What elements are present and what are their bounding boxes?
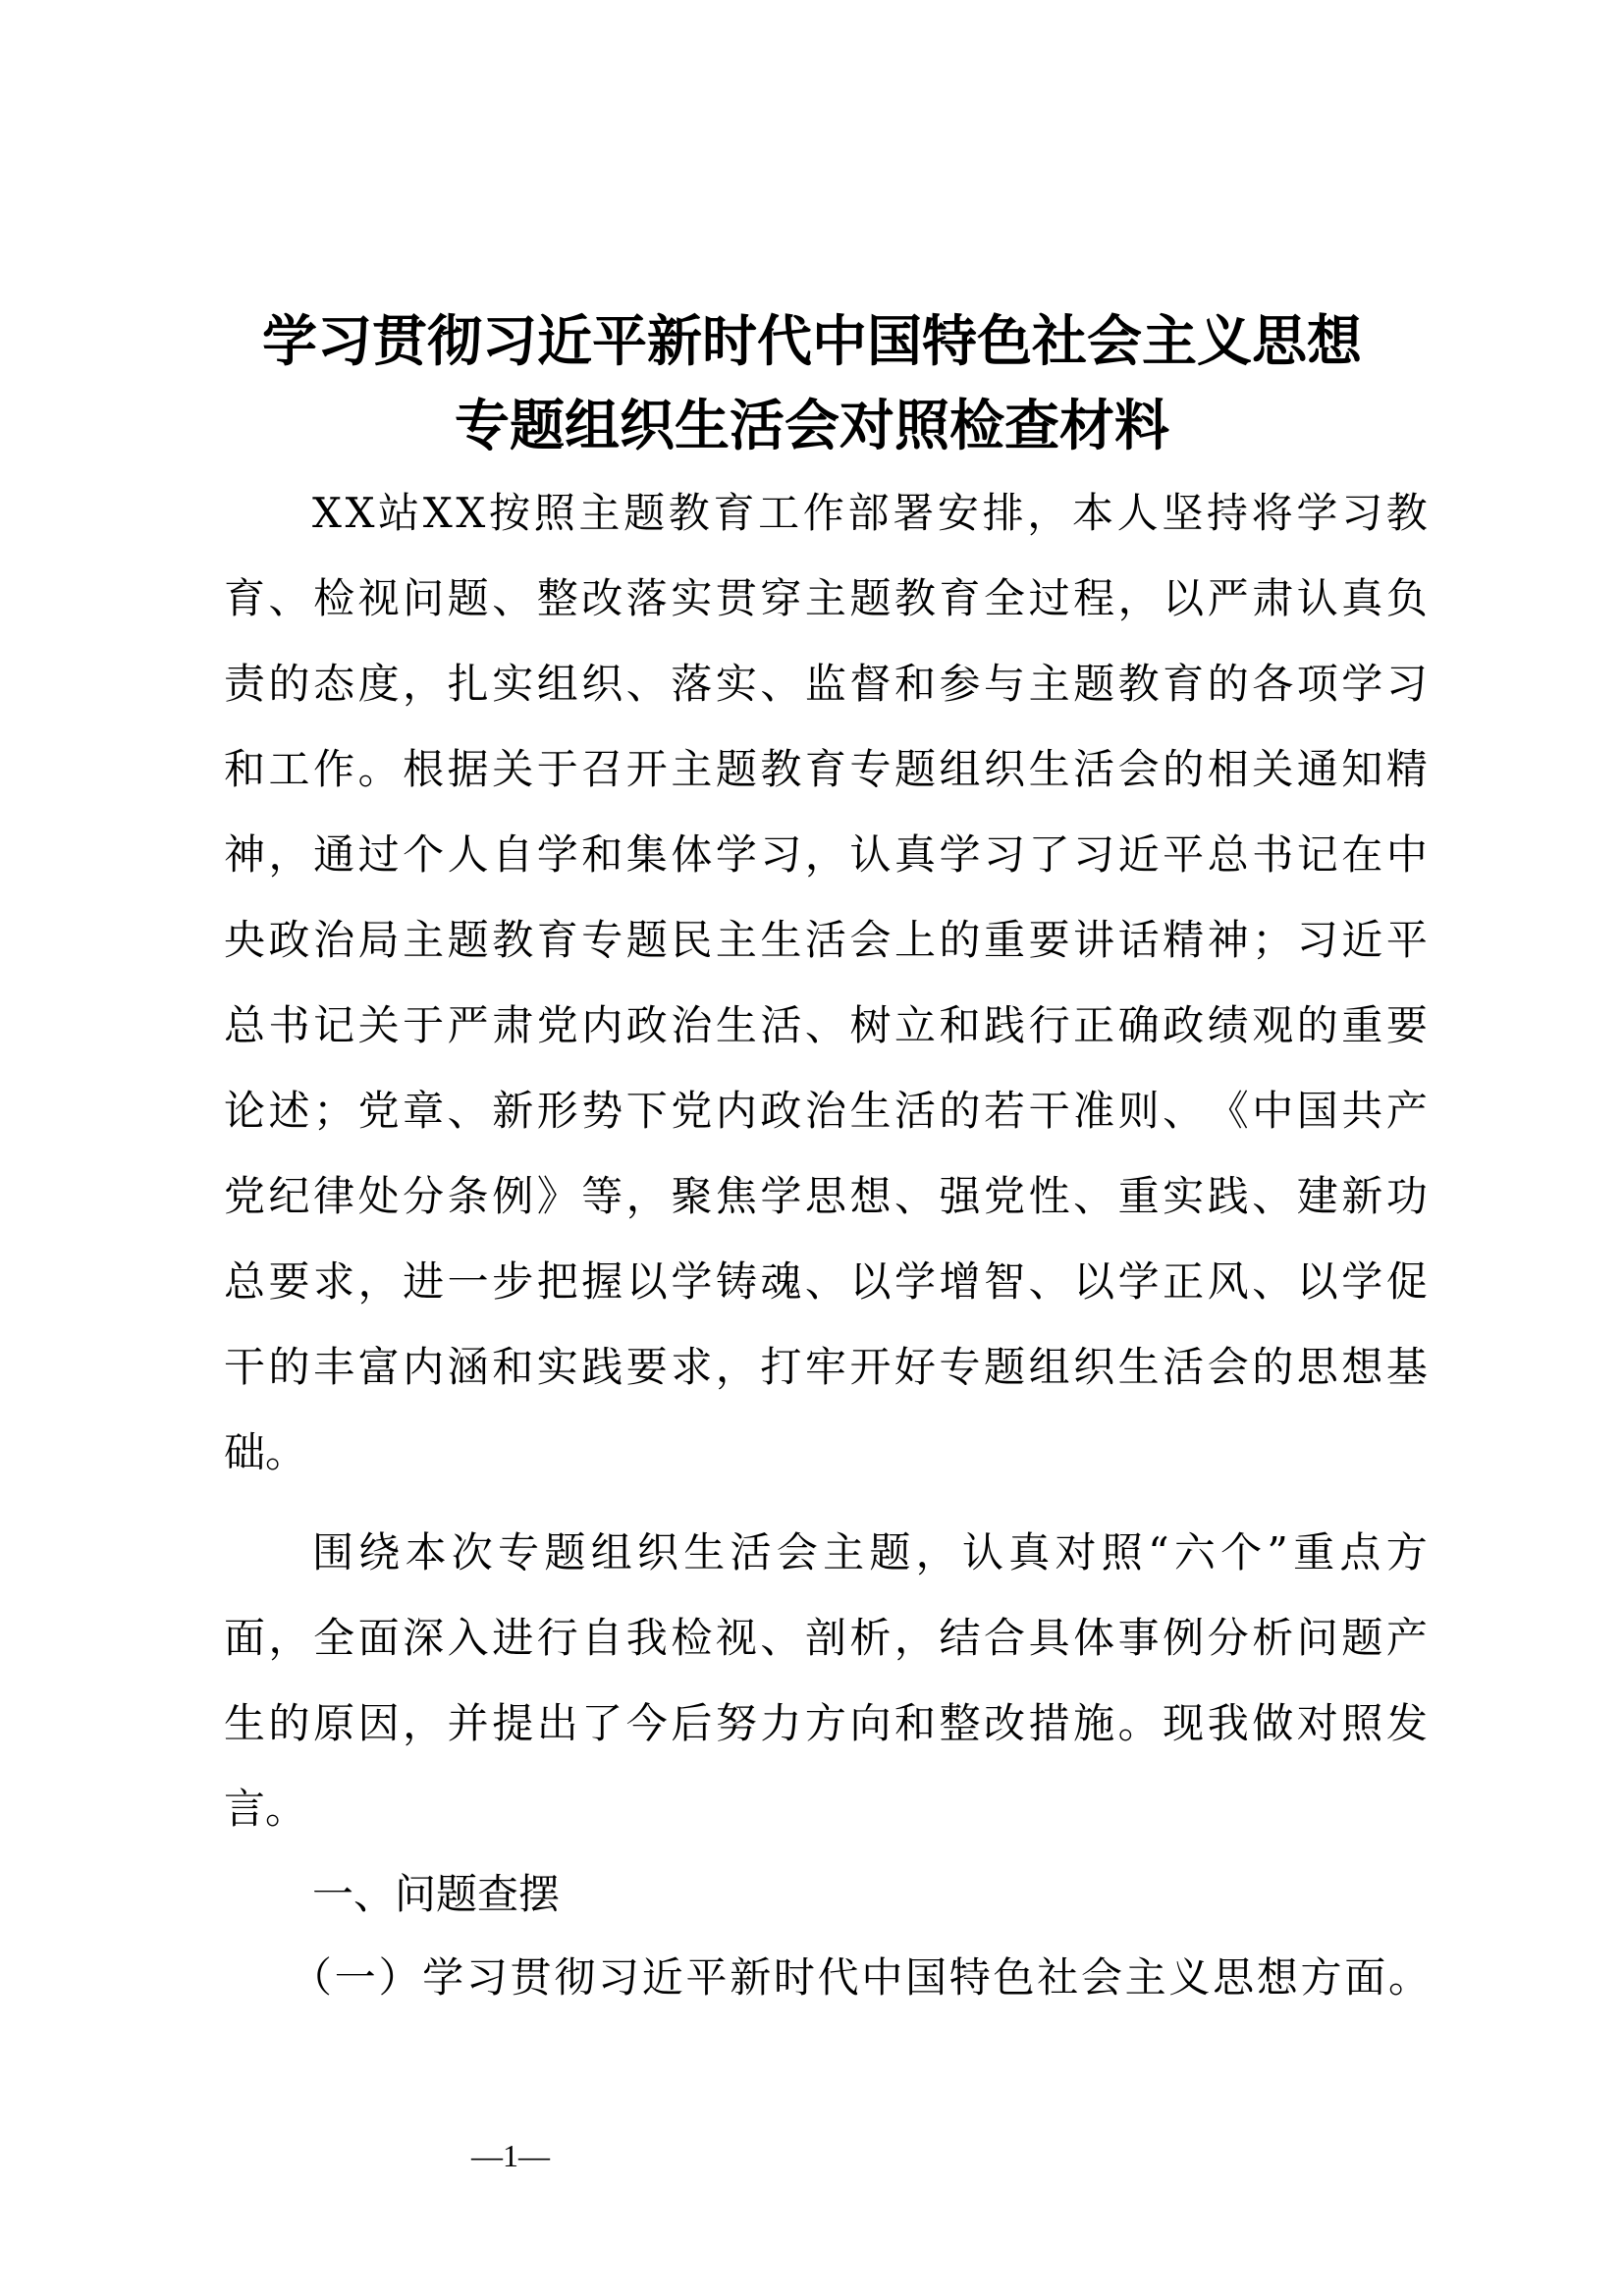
paragraph-line: 神 ， 通 过 个 人 自 学 和 集 体 学 习 ， 认 真 学 习 了 习 近 平 总 书 记 在 中 — [224, 830, 1428, 879]
paragraph-line: 础。 — [224, 1428, 307, 1476]
paragraph-line: 干 的 丰 富 内 涵 和 实 践 要 求 ， 打 牢 开 好 专 题 组 织 生 活 会 的 思 想 基 — [224, 1343, 1428, 1391]
page-number: —1— — [471, 2138, 550, 2173]
paragraph-line: 和 工 作 。 根 据 关 于 召 开 主 题 教 育 专 题 组 织 生 活 会 的 相 关 通 知 精 — [224, 745, 1428, 793]
subsection-heading: （ 一 ） 学 习 贯 彻 习 近 平 新 时 代 中 国 特 色 社 会 主 义 思 想 方 面 。 — [291, 1953, 1430, 2002]
paragraph-line: 央 政 治 局 主 题 教 育 专 题 民 主 生 活 会 上 的 重 要 讲 话 精 神 ； 习 近 平 — [224, 916, 1428, 964]
paragraph-line: 育 、 检 视 问 题 、 整 改 落 实 贯 穿 主 题 教 育 全 过 程 ， 以 严 肃 认 真 负 — [224, 574, 1428, 622]
paragraph-line: 论 述 ； 党 章 、 新 形 势 下 党 内 政 治 生 活 的 若 干 准 则 、 《 中 国 共 产 — [224, 1087, 1428, 1135]
paragraph-line: X X 站 X X 按 照 主 题 教 育 工 作 部 署 安 排 ， 本 人 坚 持 将 学 习 教 — [312, 489, 1428, 537]
paragraph-line: 党 纪 律 处 分 条 例 》 等 ， 聚 焦 学 思 想 、 强 党 性 、 重 实 践 、 建 新 功 — [224, 1172, 1428, 1220]
paragraph-line: 责 的 态 度 ， 扎 实 组 织 、 落 实 、 监 督 和 参 与 主 题 教 育 的 各 项 学 习 — [224, 660, 1428, 708]
paragraph-line: 生 的 原 因 ， 并 提 出 了 今 后 努 力 方 向 和 整 改 措 施 。 现 我 做 对 照 发 — [224, 1699, 1428, 1747]
paragraph-line: 总 要 求 ， 进 一 步 把 握 以 学 铸 魂 、 以 学 增 智 、 以 学 正 风 、 以 学 促 — [224, 1257, 1428, 1306]
document-title-line-1: 学习贯彻习近平新时代中国特色社会主义思想 — [262, 309, 1362, 374]
paragraph-line: 言。 — [224, 1785, 307, 1833]
paragraph-line: 面 ， 全 面 深 入 进 行 自 我 检 视 、 剖 析 ， 结 合 具 体 事 例 分 析 问 题 产 — [224, 1614, 1428, 1662]
document-title-line-2: 专题组织生活会对照检查材料 — [455, 394, 1169, 458]
section-heading: 一、问题查摆 — [312, 1870, 561, 1918]
paragraph-line: 总 书 记 关 于 严 肃 党 内 政 治 生 活 、 树 立 和 践 行 正 确 政 绩 观 的 重 要 — [224, 1001, 1428, 1049]
paragraph-line: 围 绕 本 次 专 题 组 织 生 活 会 主 题 ， 认 真 对 照 “ 六 个 ” 重 点 方 — [312, 1528, 1428, 1576]
